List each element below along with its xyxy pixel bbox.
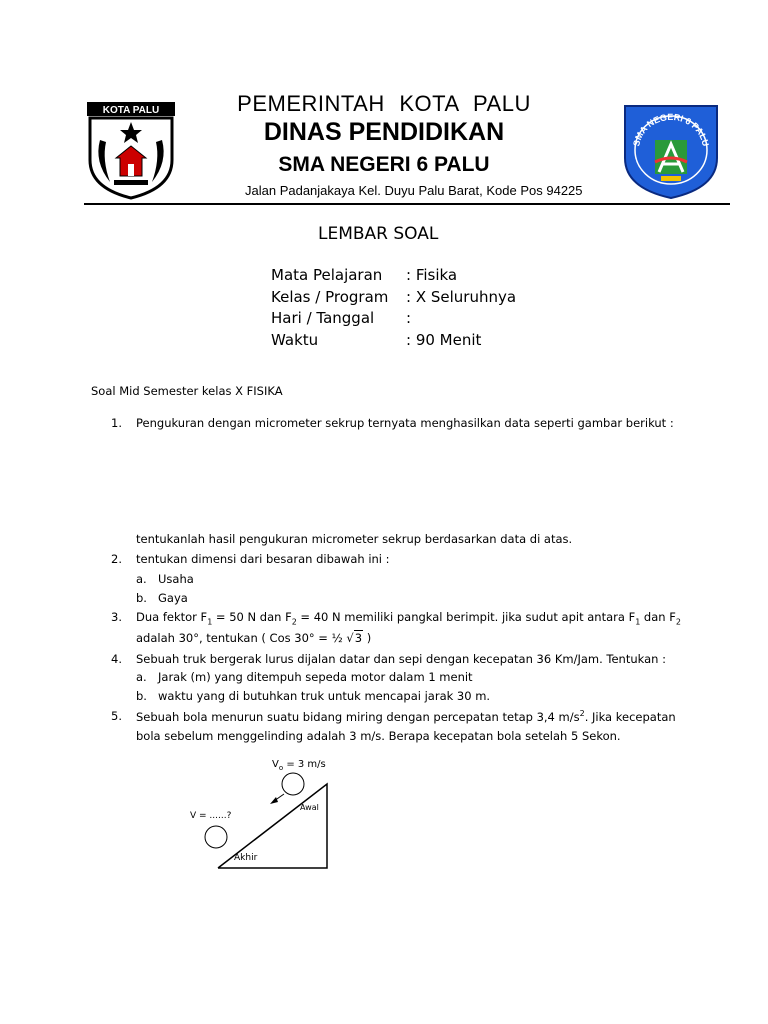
ball-end [205, 826, 227, 848]
ball-start [282, 773, 304, 795]
question-2-a: Usaha [158, 572, 194, 586]
question-2-text: tentukan dimensi dari besaran dibawah ini : [136, 552, 390, 566]
info-label-class: Kelas / Program [271, 288, 389, 306]
inclined-plane-diagram [180, 752, 340, 872]
question-number-1: 1. [111, 416, 122, 430]
question-4-a: Jarak (m) yang ditempuh sepeda motor dalam 1 menit [158, 670, 473, 684]
header-divider [84, 203, 730, 205]
intro-text: Soal Mid Semester kelas X FISIKA [91, 384, 283, 398]
question-2-b: Gaya [158, 591, 188, 605]
question-4-b-label: b. [136, 689, 147, 703]
left-logo-text: KOTA PALU [102, 105, 160, 116]
info-value-time: : 90 Menit [406, 331, 482, 349]
question-5-line-1: Sebuah bola menurun suatu bidang miring dengan percepatan tetap 3,4 $m/s^2$. Jika kecepatan [136, 709, 676, 724]
logo-ribbon [114, 180, 148, 185]
question-1-text: Pengukuran dengan micrometer sekrup ternyata menghasilkan data seperti gambar berikut : [136, 416, 674, 430]
info-label-date: Hari / Tanggal [271, 309, 375, 327]
question-2-b-label: b. [136, 591, 147, 605]
sheet-title: LEMBAR SOAL [318, 224, 439, 244]
header-department: DINAS PENDIDIKAN [263, 118, 505, 146]
question-4-a-label: a. [136, 670, 147, 684]
question-2-a-label: a. [136, 572, 147, 586]
question-5-line-2: bola sebelum menggelinding adalah 3 m/s. Berapa kecepatan bola setelah 5 Sekon. [136, 729, 621, 743]
question-number-4: 4. [111, 652, 122, 666]
question-4-b: waktu yang di butuhkan truk untuk mencapai jarak 30 m. [158, 689, 491, 703]
header-government: PEMERINTAH KOTA PALU [237, 91, 531, 116]
end-label: Akhir [234, 853, 258, 863]
arrow-head-icon [270, 797, 278, 804]
info-value-subject: : Fisika [406, 266, 458, 284]
info-value-class: : X Seluruhnya [406, 288, 517, 306]
question-number-5: 5. [111, 709, 122, 723]
initial-velocity-label: $V_o = 3$ m/s [272, 759, 326, 772]
right-logo-text: SMA NEGERI 6 PALU [631, 111, 711, 148]
question-number-2: 2. [111, 552, 122, 566]
header-address: Jalan Padanjakaya Kel. Duyu Palu Barat, Kode Pos 94225 [245, 183, 583, 198]
header-school: SMA NEGERI 6 PALU [278, 153, 490, 176]
info-label-time: Waktu [271, 331, 319, 349]
question-4-text: Sebuah truk bergerak lurus dijalan datar dan sepi dengan kecepatan 36 Km/Jam. Tentukan : [136, 652, 666, 666]
info-label-subject: Mata Pelajaran [271, 266, 383, 284]
question-3-line-2: adalah 30°, tentukan ( Cos 30° = ½ √3 ) [136, 631, 372, 645]
question-number-3: 3. [111, 610, 122, 624]
question-3-line-1: Dua fektor $F_1 = 50$ N dan $F_2 = 40$ N memiliki pangkal berimpit. jika sudut apit antara $F_1$ dan $F_2$ [136, 610, 681, 627]
final-velocity-label: V = ......? [190, 811, 232, 821]
info-value-date: : [406, 309, 412, 327]
question-1-followup: tentukanlah hasil pengukuran micrometer sekrup berdasarkan data di atas. [136, 532, 573, 546]
start-label: Awal [300, 803, 319, 812]
